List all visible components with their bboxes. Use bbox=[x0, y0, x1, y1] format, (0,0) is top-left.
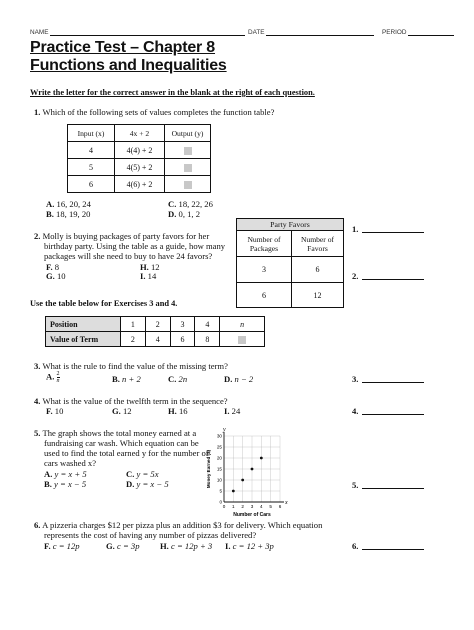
q3-option-b[interactable]: B. n + 2 bbox=[112, 374, 141, 384]
party-favors-header-favors: Number of Favors bbox=[292, 231, 344, 257]
q3-option-d[interactable]: D. n − 2 bbox=[224, 374, 254, 384]
missing-value-box bbox=[184, 181, 192, 189]
question-2-line: packages will she need to buy to have 24 favors? bbox=[44, 251, 213, 261]
function-table-cell: 6 bbox=[68, 176, 115, 193]
y-tick-label: 20 bbox=[216, 455, 222, 461]
party-favors-table bbox=[236, 218, 344, 308]
use-table-instruction: Use the table below for Exercises 3 and 4. bbox=[30, 299, 178, 308]
q4-option-i[interactable]: I. 24 bbox=[224, 406, 241, 416]
q1-option-a[interactable]: A. 16, 20, 24 bbox=[46, 199, 91, 209]
function-table-header-output: Output (y) bbox=[165, 125, 211, 142]
name-blank[interactable] bbox=[50, 35, 245, 36]
question-5-line: The graph shows the total money earned at a bbox=[42, 428, 197, 438]
x-tick-label: 1 bbox=[232, 504, 235, 509]
answer-2-blank[interactable] bbox=[362, 279, 424, 280]
question-2 bbox=[34, 231, 234, 241]
x-tick-label: 5 bbox=[269, 504, 272, 509]
function-table-header-input: Input (x) bbox=[68, 125, 115, 142]
x-tick-label: 4 bbox=[260, 504, 263, 509]
missing-value-box bbox=[184, 147, 192, 155]
q6-option-f[interactable]: F. c = 12p bbox=[44, 541, 80, 551]
question-3-number: 3. bbox=[34, 361, 41, 371]
x-tick-label: 2 bbox=[241, 504, 244, 509]
sequence-table bbox=[45, 316, 265, 347]
answer-5-label: 5. bbox=[352, 480, 359, 490]
data-point bbox=[260, 457, 263, 460]
answer-3-label: 3. bbox=[352, 374, 359, 384]
question-2-line: Molly is buying packages of party favors for her bbox=[42, 231, 210, 241]
sequence-table-cell: 8 bbox=[195, 332, 220, 347]
answer-1-blank[interactable] bbox=[362, 232, 424, 233]
y-axis-label: Money Earned ($) bbox=[206, 449, 211, 489]
q5-option-b[interactable]: B. y = x − 5 bbox=[44, 479, 87, 489]
y-tick-label: 30 bbox=[216, 433, 222, 439]
question-4 bbox=[34, 396, 334, 406]
data-point bbox=[232, 490, 235, 493]
q3-option-a[interactable]: A. $\frac{2}{n}$ bbox=[46, 371, 60, 384]
period-blank[interactable] bbox=[408, 35, 454, 36]
q3-option-c[interactable]: C. 2n bbox=[168, 374, 188, 384]
answer-2-label: 2. bbox=[352, 271, 359, 281]
car-wash-graph bbox=[202, 424, 302, 524]
question-6-line: A pizzeria charges $12 per pizza plus an addition $3 for delivery. Which equation bbox=[42, 520, 323, 530]
y-tick-label: 15 bbox=[216, 466, 222, 472]
question-6-line: represents the cost of having any number of pizzas delivered? bbox=[44, 530, 257, 540]
question-5 bbox=[34, 428, 209, 438]
party-favors-cell: 12 bbox=[292, 283, 344, 308]
party-favors-header-packages: Number of Packages bbox=[237, 231, 292, 257]
function-table-cell: 4(4) + 2 bbox=[115, 142, 165, 159]
y-axis-letter: y bbox=[223, 427, 226, 433]
q6-option-g[interactable]: G. c = 3p bbox=[106, 541, 140, 551]
q5-option-a[interactable]: A. y = x + 5 bbox=[44, 469, 87, 479]
period-label: PERIOD bbox=[382, 29, 407, 36]
question-3 bbox=[34, 361, 334, 371]
question-4-number: 4. bbox=[34, 396, 41, 406]
question-1-text: Which of the following sets of values completes the function table? bbox=[42, 107, 275, 117]
answer-6-blank[interactable] bbox=[362, 549, 424, 550]
sequence-table-cell: 2 bbox=[145, 317, 170, 332]
question-2-line: birthday party. Using the table as a guide, how many bbox=[44, 241, 226, 251]
missing-value-box bbox=[184, 164, 192, 172]
sequence-table-cell: 3 bbox=[170, 317, 195, 332]
question-3-text: What is the rule to find the value of the missing term? bbox=[42, 361, 228, 371]
question-2-number: 2. bbox=[34, 231, 41, 241]
sequence-table-missing-cell bbox=[220, 332, 265, 347]
sequence-table-row-label: Position bbox=[46, 317, 121, 332]
party-favors-cell: 6 bbox=[237, 283, 292, 308]
answer-4-blank[interactable] bbox=[362, 414, 424, 415]
question-5-line: used to find the total earned y for the number of bbox=[44, 448, 209, 458]
sequence-table-cell: 6 bbox=[170, 332, 195, 347]
x-axis-letter: x bbox=[285, 500, 288, 506]
q1-option-c[interactable]: C. 18, 22, 26 bbox=[168, 199, 213, 209]
title-line-2: Functions and Inequalities bbox=[30, 57, 227, 74]
q5-option-c[interactable]: C. y = 5x bbox=[126, 469, 159, 479]
data-point bbox=[241, 479, 244, 482]
fraction-2-over-n: $\frac{2}{n}$ bbox=[56, 371, 60, 384]
sequence-table-cell: 1 bbox=[121, 317, 146, 332]
y-tick-label: 25 bbox=[216, 444, 222, 450]
question-1-number: 1. bbox=[34, 107, 41, 117]
answer-1-label: 1. bbox=[352, 224, 359, 234]
q2-option-h[interactable]: H. 12 bbox=[140, 262, 160, 272]
title-line-1: Practice Test – Chapter 8 bbox=[30, 39, 216, 56]
q2-option-i[interactable]: I. 14 bbox=[140, 271, 157, 281]
function-table-output-cell bbox=[165, 142, 211, 159]
function-table-cell: 4(5) + 2 bbox=[115, 159, 165, 176]
date-label: DATE bbox=[248, 29, 265, 36]
answer-4-label: 4. bbox=[352, 406, 359, 416]
function-table-output-cell bbox=[165, 176, 211, 193]
function-table-header-rule: 4x + 2 bbox=[115, 125, 165, 142]
question-6 bbox=[34, 520, 354, 530]
party-favors-title: Party Favors bbox=[237, 219, 344, 231]
y-tick-label: 0 bbox=[219, 499, 222, 505]
q6-option-i[interactable]: I. c = 12 + 3p bbox=[225, 541, 274, 551]
missing-value-box bbox=[238, 336, 246, 344]
q1-option-b[interactable]: B. 18, 19, 20 bbox=[46, 209, 91, 219]
instructions: Write the letter for the correct answer in the blank at the right of each question. bbox=[30, 88, 315, 97]
q4-option-g[interactable]: G. 12 bbox=[112, 406, 132, 416]
question-5-line: cars washed x? bbox=[44, 458, 97, 468]
q5-option-d[interactable]: D. y = x − 5 bbox=[126, 479, 169, 489]
sequence-table-cell: 4 bbox=[145, 332, 170, 347]
question-5-number: 5. bbox=[34, 428, 41, 438]
party-favors-cell: 6 bbox=[292, 257, 344, 283]
q4-option-h[interactable]: H. 16 bbox=[168, 406, 188, 416]
sequence-table-cell: 4 bbox=[195, 317, 220, 332]
answer-6-label: 6. bbox=[352, 541, 359, 551]
data-points bbox=[232, 457, 263, 493]
q4-option-f[interactable]: F. 10 bbox=[46, 406, 64, 416]
x-tick-label: 6 bbox=[278, 504, 282, 509]
y-tick-label: 10 bbox=[216, 477, 222, 483]
function-table-output-cell bbox=[165, 159, 211, 176]
date-blank[interactable] bbox=[266, 35, 374, 36]
sequence-table-row-label: Value of Term bbox=[46, 332, 121, 347]
q6-option-h[interactable]: H. c = 12p + 3 bbox=[160, 541, 213, 551]
y-tick-labels bbox=[217, 434, 223, 505]
answer-5-blank[interactable] bbox=[362, 488, 424, 489]
x-tick-labels bbox=[223, 504, 282, 509]
name-label: NAME bbox=[30, 29, 49, 36]
x-tick-label: 3 bbox=[250, 504, 254, 509]
q2-option-g[interactable]: G. 10 bbox=[46, 271, 66, 281]
sequence-table-cell: 2 bbox=[121, 332, 146, 347]
function-table-cell: 4 bbox=[68, 142, 115, 159]
function-table bbox=[67, 124, 211, 193]
data-point bbox=[251, 468, 254, 471]
function-table-cell: 5 bbox=[68, 159, 115, 176]
question-5-line: fundraising car wash. Which equation can be bbox=[44, 438, 199, 448]
party-favors-cell: 3 bbox=[237, 257, 292, 283]
sequence-table-cell: n bbox=[220, 317, 265, 332]
q2-option-f[interactable]: F. 8 bbox=[46, 262, 60, 272]
question-4-text: What is the value of the twelfth term in the sequence? bbox=[42, 396, 228, 406]
function-table-cell: 4(6) + 2 bbox=[115, 176, 165, 193]
x-axis-label: Number of Cars bbox=[233, 512, 271, 518]
q1-option-d[interactable]: D. 0, 1, 2 bbox=[168, 209, 200, 219]
question-6-number: 6. bbox=[34, 520, 41, 530]
y-tick-label: 5 bbox=[219, 488, 222, 494]
x-tick-label: 0 bbox=[222, 504, 226, 509]
answer-3-blank[interactable] bbox=[362, 382, 424, 383]
question-1 bbox=[34, 107, 334, 117]
